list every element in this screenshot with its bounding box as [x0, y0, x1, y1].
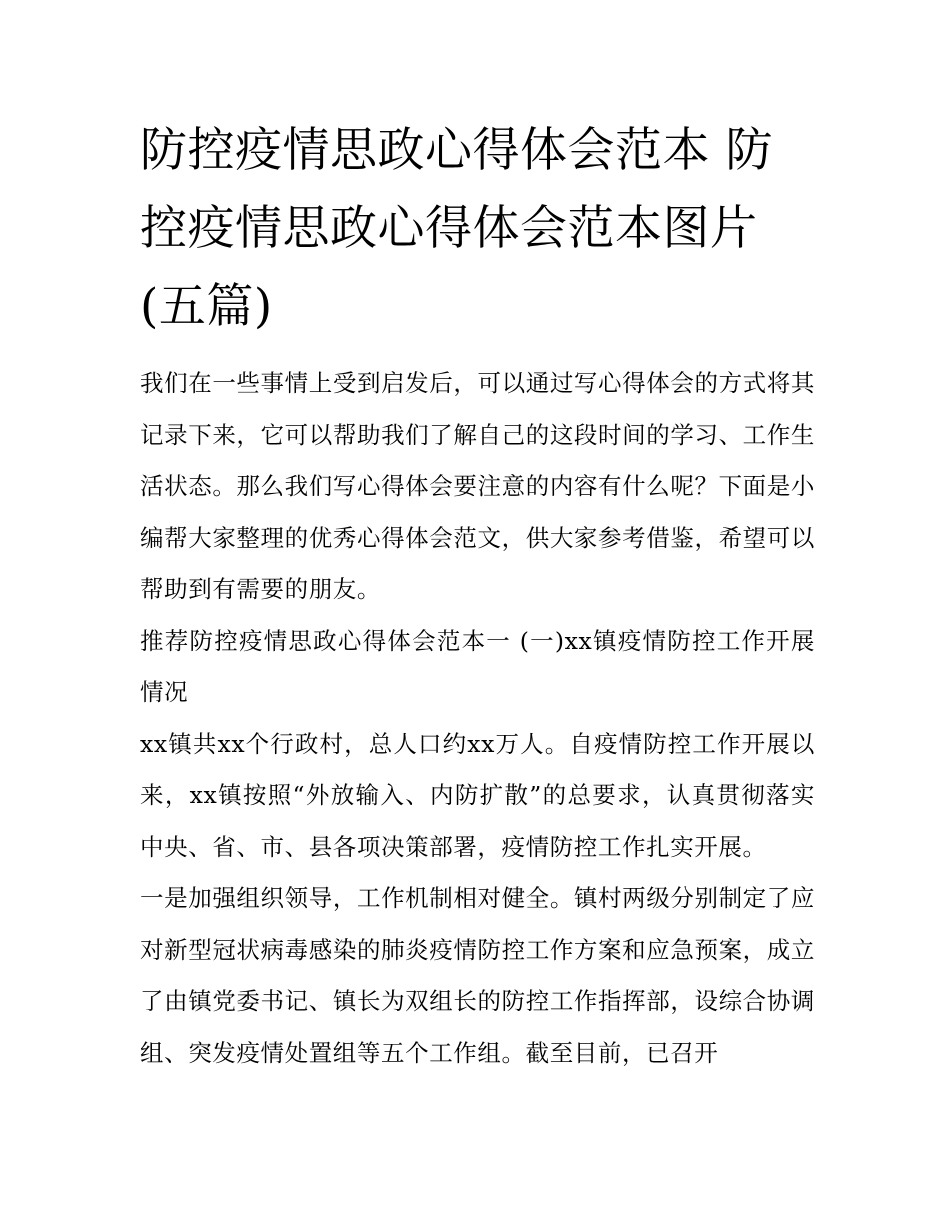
document-body	[140, 112, 815, 1079]
overview-paragraph: xx镇共xx个行政村，总人口约xx万人。自疫情防控工作开展以来，xx镇按照“外放输入、内防扩散”的总要求，认真贯彻落实中央、省、市、县各项决策部署，疫情防控工作扎实开展。	[140, 729, 815, 861]
intro-paragraph: 我们在一些事情上受到启发后，可以通过写心得体会的方式将其记录下来，它可以帮助我们了解自己的这段时间的学习、工作生活状态。那么我们写心得体会要注意的内容有什么呢？下面是小编帮大家整理的优秀心得体会范文，供大家参考借鉴，希望可以帮助到有需要的朋友。	[140, 369, 815, 603]
organization-paragraph: 一是加强组织领导，工作机制相对健全。镇村两级分别制定了应对新型冠状病毒感染的肺炎疫情防控工作方案和应急预案，成立了由镇党委书记、镇长为双组长的防控工作指挥部，设综合协调组、突发疫情处置组等五个工作组。截至目前，已召开	[140, 884, 815, 1067]
section-heading-paragraph: 推荐防控疫情思政心得体会范本一 (一)xx镇疫情防控工作开展情况	[140, 626, 815, 706]
document-title: 防控疫情思政心得体会范本 防控疫情思政心得体会范本图片(五篇)	[140, 123, 773, 334]
